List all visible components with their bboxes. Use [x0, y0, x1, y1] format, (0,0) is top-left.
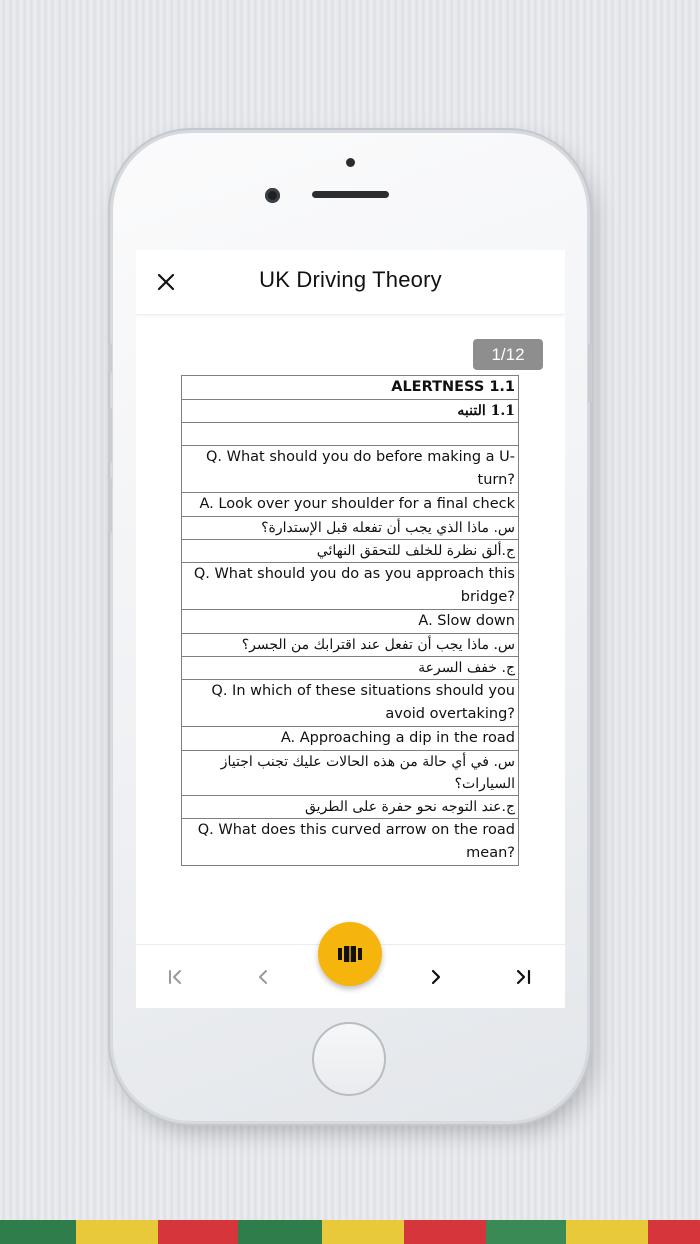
document-cell: س. ماذا الذي يجب أن تفعله قبل الإستدارة؟	[182, 517, 519, 540]
document-cell: Q. What should you do as you approach this bridge?	[182, 563, 519, 610]
document-row	[182, 819, 519, 866]
book-icon	[337, 944, 363, 964]
proximity-sensor	[346, 158, 355, 167]
color-stripe	[0, 1220, 76, 1244]
document-cell: ALERTNESS 1.1	[182, 376, 519, 400]
color-stripe	[566, 1220, 648, 1244]
next-page-button[interactable]	[418, 959, 454, 995]
app-bar	[136, 250, 565, 315]
previous-page-button[interactable]	[245, 959, 281, 995]
color-stripe	[238, 1220, 322, 1244]
volume-down-button	[108, 478, 112, 533]
document-row	[182, 493, 519, 517]
document-row	[182, 796, 519, 819]
document-row	[182, 657, 519, 680]
document-cell: س. في أي حالة من هذه الحالات عليك تجنب اجتياز السيارات؟	[182, 751, 519, 796]
first-page-button[interactable]	[158, 959, 194, 995]
front-camera	[265, 188, 280, 203]
color-stripe	[322, 1220, 404, 1244]
app-screen	[136, 250, 565, 1008]
color-stripe	[158, 1220, 238, 1244]
mute-switch	[108, 343, 112, 373]
document-row	[182, 517, 519, 540]
document-row	[182, 423, 519, 446]
document-row	[182, 563, 519, 610]
decorative-color-stripes	[0, 1220, 700, 1244]
document-cell: ج.ألق نظرة للخلف للتحقق النهائي	[182, 540, 519, 563]
last-page-button[interactable]	[505, 959, 541, 995]
document-cell	[182, 423, 519, 446]
document-row	[182, 751, 519, 796]
previous-page-icon	[253, 967, 273, 987]
document-row	[182, 540, 519, 563]
app-title: UK Driving Theory	[259, 267, 442, 292]
document-row	[182, 680, 519, 727]
document-cell: Q. In which of these situations should you avoid overtaking?	[182, 680, 519, 727]
last-page-icon	[513, 967, 533, 987]
document-cell: س. ماذا يجب أن تفعل عند اقترابك من الجسر؟	[182, 634, 519, 657]
document-cell: Q. What does this curved arrow on the road mean?	[182, 819, 519, 866]
color-stripe	[404, 1220, 486, 1244]
document-cell: ج. خفف السرعة	[182, 657, 519, 680]
book-view-button[interactable]	[318, 922, 382, 986]
earpiece-speaker	[312, 191, 389, 198]
document-row	[182, 400, 519, 423]
next-page-icon	[426, 967, 446, 987]
volume-up-button	[108, 408, 112, 463]
document-cell: A. Slow down	[182, 610, 519, 634]
document-table	[181, 375, 519, 866]
document-cell: ج.عند التوجه نحو حفرة على الطريق	[182, 796, 519, 819]
document-row	[182, 727, 519, 751]
home-button[interactable]	[312, 1022, 386, 1096]
color-stripe	[648, 1220, 700, 1244]
document-row	[182, 376, 519, 400]
color-stripe	[76, 1220, 158, 1244]
document-cell: 1.1 التنبه	[182, 400, 519, 423]
first-page-icon	[166, 967, 186, 987]
document-row	[182, 634, 519, 657]
document-cell: Q. What should you do before making a U-turn?	[182, 446, 519, 493]
color-stripe	[486, 1220, 566, 1244]
power-button	[588, 343, 592, 403]
document-cell: A. Approaching a dip in the road	[182, 727, 519, 751]
document-cell: A. Look over your shoulder for a final check	[182, 493, 519, 517]
document-row	[182, 610, 519, 634]
page-indicator-badge: 1/12	[473, 339, 543, 370]
document-row	[182, 446, 519, 493]
